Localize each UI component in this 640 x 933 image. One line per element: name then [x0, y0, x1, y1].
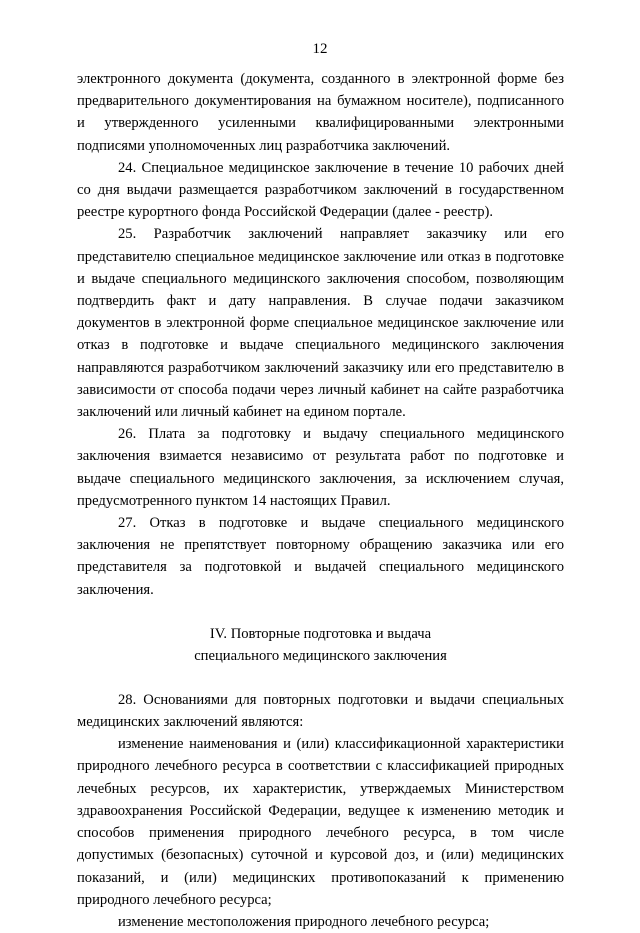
paragraph-28: 28. Основаниями для повторных подготовки и выдачи специальных медицинских заключений являются: — [77, 691, 564, 731]
document-body — [77, 68, 564, 933]
paragraph-continuation: электронного документа (документа, созданного в электронной форме без предварительного документирования на бумажном носителе), подписанного и утвержденного усиленными квалифицированными электронными подписями уполномоченных лиц разработчика заключений. — [77, 71, 564, 154]
spacer — [77, 667, 564, 689]
section-heading-line-1: IV. Повторные подготовка и выдача — [209, 625, 432, 642]
section-heading — [77, 623, 564, 667]
list-item-location-change: изменение местоположения природного лечебного ресурса; — [118, 913, 490, 930]
paragraph-27: 27. Отказ в подготовке и выдаче специального медицинского заключения не препятствует повторному обращению заказчика или его представителя за подготовкой и выдачей специального медицинского заключения. — [77, 515, 564, 598]
page-number: 12 — [312, 41, 328, 57]
list-item-name-change: изменение наименования и (или) классификационной характеристики природного лечебного ресурса в соответствии с классификацией природных лечебных ресурсов, их характеристик, утверждаемых Министерством здравоохранения Российской Федерации, ведущее к изменению методик и способов применения природного лечебного ресурса, в том числе допустимых (безопасных) суточной и курсовой доз, и (или) медицинских показаний, и (или) медицинских противопоказаний к применению природного лечебного ресурса; — [77, 736, 564, 908]
paragraph-24: 24. Специальное медицинское заключение в течение 10 рабочих дней со дня выдачи размещается разработчиком заключений в государственном реестре курортного фонда Российской Федерации (далее - реестр). — [77, 159, 564, 221]
paragraph-25: 25. Разработчик заключений направляет заказчику или его представителю специальное медицинское заключение или отказ в подготовке и выдаче специального медицинского заключения способом, позволяющим подтвердить факт и дату направления. В случае подачи заказчиком документов в электронной форме специальное медицинское заключение или отказ в подготовке и выдаче специального медицинского заключения направляются разработчиком заключений заказчику или его представителю в зависимости от способа подачи через личный кабинет на сайте разработчика заключений или личный кабинет на едином портале. — [77, 226, 564, 421]
paragraph-26: 26. Плата за подготовку и выдачу специального медицинского заключения взимается независимо от результата работ по подготовке и выдаче специального медицинского заключения, за исключением случая, предусмотренного пунктом 14 настоящих Правил. — [77, 426, 564, 509]
section-heading-line-2: специального медицинского заключения — [194, 647, 447, 664]
